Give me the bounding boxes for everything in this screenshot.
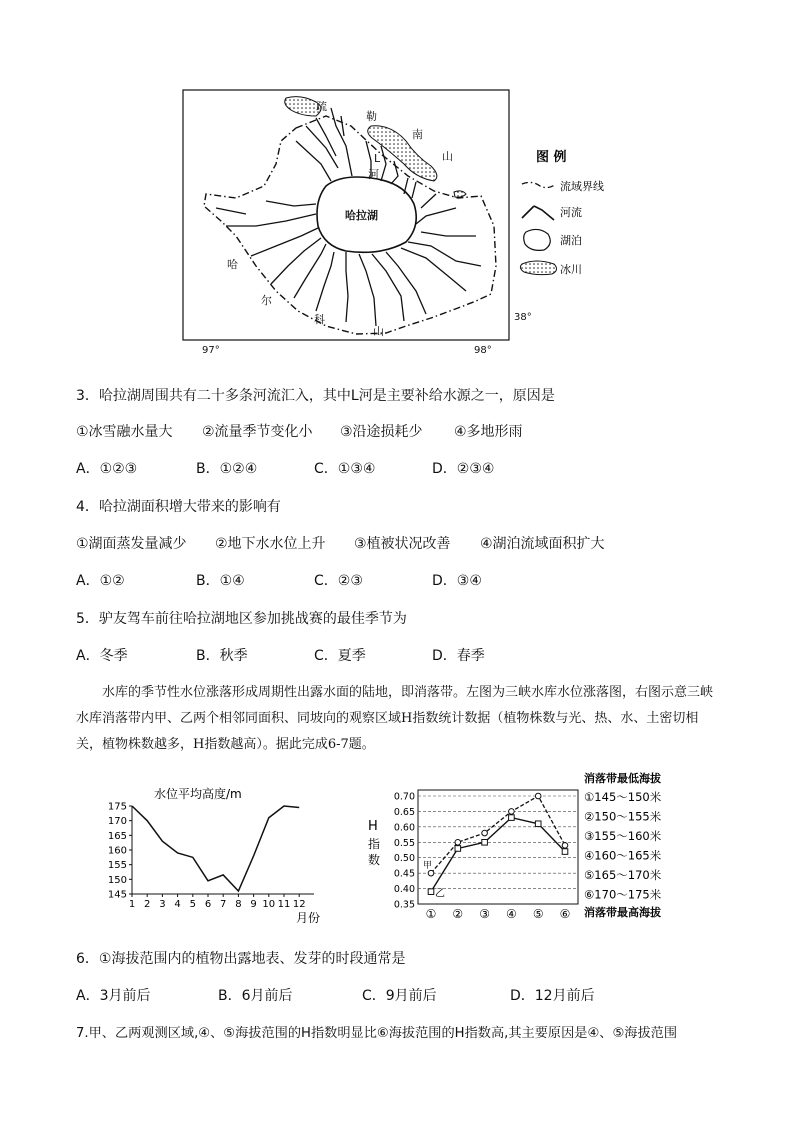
- chart2-ytick-label: 0.70: [393, 791, 415, 803]
- label-shan1: 山: [442, 150, 453, 163]
- q5-option-b[interactable]: B．秋季: [196, 648, 248, 664]
- q3-option-c[interactable]: C．①③④: [314, 461, 376, 477]
- chart2-xtick-label: ①: [425, 907, 437, 921]
- lat-38: 38°: [514, 312, 532, 323]
- series-yi-label: 乙: [435, 888, 445, 900]
- chart2-legend-item: ⑥170～175米: [584, 887, 662, 902]
- h-index-chart: [362, 766, 702, 922]
- label-er: 尔: [261, 294, 272, 307]
- chart1-title: 水位平均高度/m: [154, 787, 242, 801]
- glacier-3: [454, 191, 466, 197]
- chart1-ytick-label: 155: [107, 860, 127, 872]
- legend-boundary-icon: [522, 182, 556, 187]
- chart2-xtick-label: ③: [479, 907, 490, 921]
- chart2-ytick-label: 0.40: [393, 884, 415, 896]
- q4-option-c[interactable]: C．②③: [314, 573, 363, 589]
- q5-option-c[interactable]: C．夏季: [314, 648, 366, 664]
- chart1-xtick-label: 2: [144, 899, 151, 910]
- q4-option-d[interactable]: D．③④: [432, 573, 482, 589]
- lon-98: 98°: [474, 345, 492, 356]
- chart1-xlabel: 月份: [296, 911, 321, 925]
- series-jia-point: [482, 830, 488, 836]
- chart2-ytick-label: 0.55: [393, 837, 415, 849]
- map-legend: [520, 149, 604, 276]
- chart2-ytick-label: 0.35: [393, 899, 415, 911]
- river-l-label: L: [374, 152, 381, 165]
- series-yi-point: [428, 889, 434, 895]
- legend-title: 图 例: [536, 150, 567, 165]
- q3-option-b[interactable]: B．①②④: [196, 461, 258, 477]
- series-jia-point: [428, 870, 434, 876]
- river-he-label: 河: [368, 168, 379, 181]
- label-shan2: 山: [373, 325, 384, 338]
- q5-option-d[interactable]: D．春季: [432, 648, 485, 664]
- q4-option-a[interactable]: A．①②: [76, 573, 125, 589]
- label-ke: 科: [314, 313, 325, 326]
- chart2-legend-item: ⑤165～170米: [584, 868, 662, 882]
- series-yi-point: [535, 821, 541, 827]
- q6-option-b[interactable]: B．6月前后: [218, 988, 293, 1004]
- q4-statement-2: ②地下水水位上升: [215, 536, 326, 552]
- series-jia-point: [455, 839, 461, 845]
- q3-statement-2: ②流量季节变化小: [202, 424, 313, 440]
- q6-option-d[interactable]: D．12月前后: [510, 988, 595, 1004]
- chart1-ytick-label: 145: [107, 889, 127, 901]
- lake-label: 哈拉湖: [345, 209, 378, 222]
- chart1-xtick-label: 9: [250, 899, 257, 910]
- series-yi-point: [509, 815, 515, 821]
- chart1-xtick-label: 12: [292, 899, 306, 910]
- chart1-xtick-label: 8: [235, 899, 242, 910]
- chart1-xtick-label: 1: [128, 899, 136, 910]
- chart2-ylabel-h: H: [368, 819, 378, 834]
- chart1-xtick-label: 3: [159, 899, 166, 910]
- svg-text:流域界线: 流域界线: [560, 180, 604, 193]
- chart1-xtick-label: 10: [262, 899, 276, 910]
- chart2-ytick-label: 0.50: [393, 853, 415, 865]
- label-nan: 南: [412, 128, 423, 141]
- chart1-ytick-label: 150: [107, 874, 127, 886]
- q3-statement-4: ④多地形雨: [454, 424, 523, 440]
- label-le: 勒: [366, 110, 377, 123]
- svg-text:河流: 河流: [560, 206, 582, 219]
- chart1-xtick-label: 4: [174, 899, 181, 910]
- label-ha: 哈: [227, 258, 238, 271]
- reading-passage: 水库的季节性水位涨落形成周期性出露水面的陆地，即消落带。左图为三峡水库水位涨落图，右图示意三峡水库消落带内甲、乙两个相邻同面积、同坡向的观察区域H指数统计数据（植物株数与光、热、水、土密切相关，植物株数越多，H指数越高）。据此完成6-7题。: [76, 685, 714, 752]
- series-jia-line: [431, 796, 565, 873]
- chart1-ytick-label: 170: [107, 816, 127, 828]
- chart2-ytick-label: 0.60: [393, 822, 415, 834]
- chart2-ylabel-shu: 数: [368, 853, 381, 867]
- series-yi-line: [431, 818, 565, 892]
- q4-statement-1: ①湖面蒸发量减少: [76, 536, 187, 552]
- hala-lake-map: [176, 86, 636, 358]
- chart2-ylabel-zhi: 指: [368, 837, 381, 851]
- q4-statement-3: ③植被状况改善: [354, 536, 451, 552]
- question-7-stem: 7.甲、乙两观测区域,④、⑤海拔范围的H指数明显比⑥海拔范围的H指数高,其主要原因是④、⑤海拔范围: [76, 1026, 678, 1041]
- chart1-xtick-label: 7: [220, 899, 227, 910]
- chart1-series-line: [132, 806, 299, 891]
- series-yi-point: [455, 846, 461, 852]
- legend-lake-icon: [524, 229, 551, 250]
- chart2-plot-frame: [418, 790, 578, 904]
- q6-option-a[interactable]: A．3月前后: [76, 988, 151, 1004]
- chart2-ytick-label: 0.65: [393, 806, 415, 818]
- series-yi-point: [562, 849, 568, 855]
- chart2-legend-item: ②150～155米: [584, 809, 662, 824]
- legend-river-icon: [522, 206, 554, 220]
- svg-text:湖泊: 湖泊: [560, 234, 582, 247]
- water-level-chart: [96, 776, 346, 928]
- q3-option-d[interactable]: D．②③④: [432, 461, 495, 477]
- chart2-xtick-label: ④: [506, 907, 517, 921]
- q3-statement-1: ①冰雪融水量大: [76, 424, 173, 440]
- chart2-xtick-label: ⑤: [532, 907, 544, 921]
- question-6-stem: 6．①海拔范围内的植物出露地表、发芽的时段通常是: [76, 951, 406, 967]
- series-jia-point: [562, 843, 568, 849]
- series-jia-point: [535, 793, 541, 799]
- chart1-xtick-label: 11: [277, 899, 291, 910]
- chart2-xtick-label: ②: [452, 907, 464, 921]
- chart2-legend-title: 消落带最低海拔: [584, 772, 661, 785]
- q3-statement-3: ③沿途损耗少: [340, 424, 423, 440]
- legend-glacier-icon: [520, 261, 556, 275]
- chart1-ytick-label: 175: [107, 801, 127, 813]
- chart1-xtick-label: 6: [204, 899, 212, 910]
- chart1-ytick-label: 160: [107, 845, 127, 857]
- series-yi-point: [482, 839, 488, 845]
- chart1-xtick-label: 5: [189, 899, 196, 910]
- q3-option-a[interactable]: A．①②③: [76, 461, 138, 477]
- q6-option-c[interactable]: C．9月前后: [362, 988, 437, 1004]
- q4-option-b[interactable]: B．①④: [196, 573, 245, 589]
- chart2-legend-item: ③155～160米: [584, 829, 662, 843]
- lon-97: 97°: [202, 345, 220, 356]
- chart2-ytick-label: 0.45: [393, 868, 415, 880]
- q5-option-a[interactable]: A．冬季: [76, 648, 128, 664]
- question-3-stem: 3．哈拉湖周围共有二十多条河流汇入，其中L河是主要补给水源之一，原因是: [76, 388, 555, 404]
- series-jia-point: [509, 809, 515, 815]
- label-shu: 疏: [316, 100, 327, 113]
- svg-text:冰川: 冰川: [560, 263, 582, 276]
- chart2-xlabel: 消落带最高海拔: [584, 906, 661, 919]
- question-5-stem: 5．驴友驾车前往哈拉湖地区参加挑战赛的最佳季节为: [76, 611, 407, 627]
- chart2-legend-item: ①145～150米: [584, 790, 662, 804]
- question-4-stem: 4．哈拉湖面积增大带来的影响有: [76, 499, 281, 515]
- chart2-xtick-label: ⑥: [559, 907, 571, 921]
- chart1-ytick-label: 165: [107, 830, 127, 842]
- series-jia-label: 甲: [423, 861, 433, 872]
- q4-statement-4: ④湖泊流域面积扩大: [480, 536, 605, 552]
- chart2-legend-item: ④160～165米: [584, 848, 662, 863]
